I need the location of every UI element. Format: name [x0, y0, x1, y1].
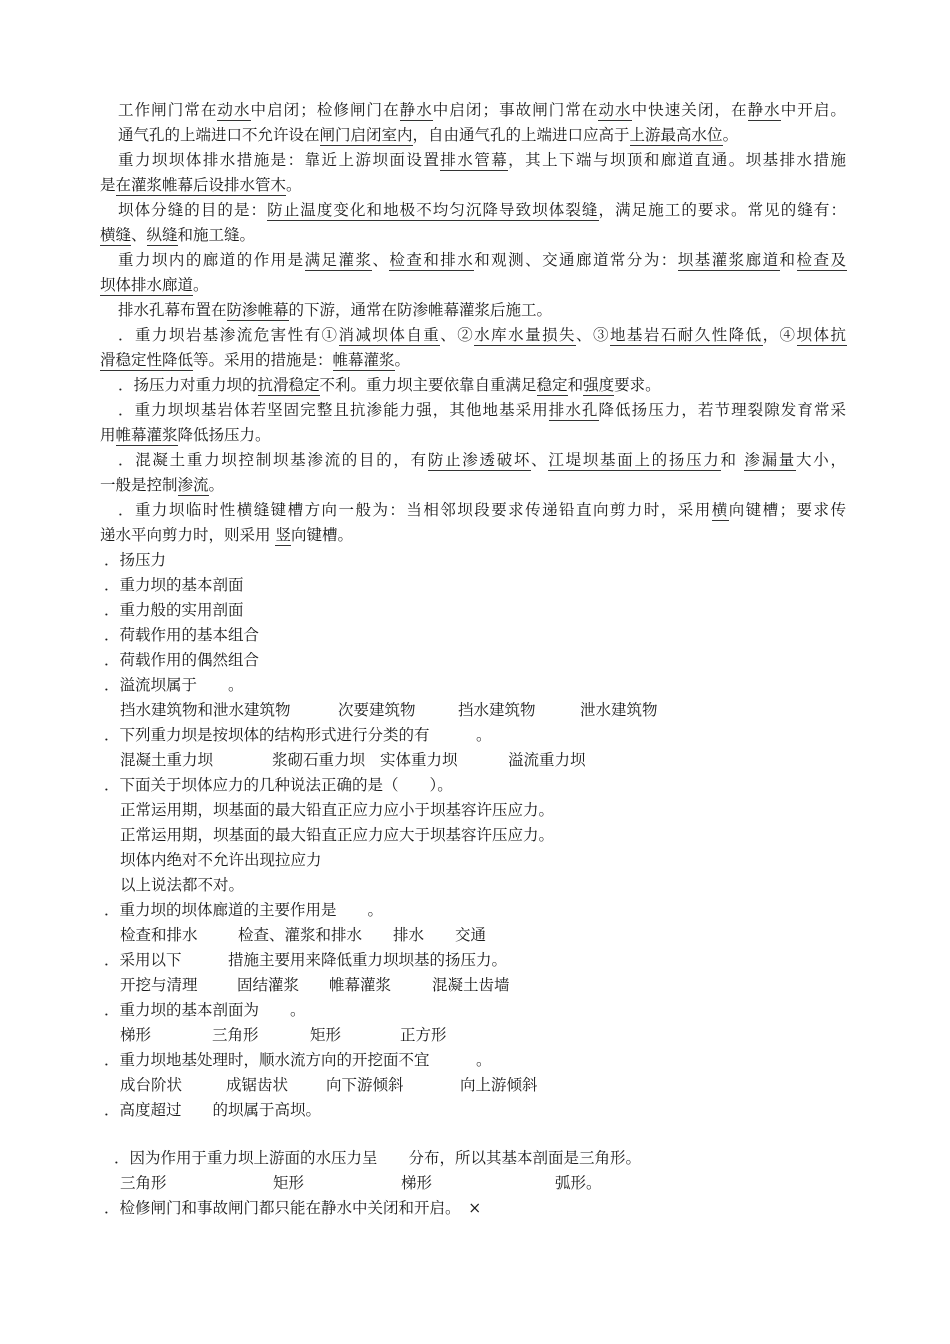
underlined-answer: 滑稳定性降低	[100, 351, 194, 369]
paragraph-line	[100, 525, 353, 545]
answer-option: 交通	[455, 926, 487, 944]
text-run: 和	[720, 451, 745, 469]
text-run: 和施工缝。	[177, 226, 256, 244]
paragraph-line	[100, 350, 410, 370]
answer-option: 检查、灌浆和排水	[238, 926, 363, 944]
text-run: 。	[394, 351, 411, 369]
question-stem: ．采用以下 措施主要用来降低重力坝坝基的扬压力。	[104, 951, 508, 969]
text-run: 坝体分缝的目的是：	[118, 201, 268, 219]
answer-option: 挡水建筑物和泄水建筑物	[120, 701, 291, 719]
text-run: ，其上下端与坝顶和廊道直通。坝基排水措施	[508, 151, 848, 169]
paragraph-line	[118, 450, 848, 470]
underlined-answer: 动水	[217, 101, 251, 119]
answer-option: 浆砌石重力坝	[272, 751, 366, 769]
underlined-answer: 排水孔	[548, 401, 599, 419]
text-run: 中启闭；事故闸门常在	[432, 101, 599, 119]
answer-option: 泄水建筑物	[580, 701, 658, 719]
text-run: ，满足施工的要求。常见的缝有：	[598, 201, 848, 219]
text-run: 用	[100, 426, 116, 444]
underlined-answer: 抗滑稳定	[257, 376, 320, 394]
text-run: 、	[531, 451, 549, 469]
text-run: 、	[372, 251, 390, 269]
question-stem: ．重力坝的坝体廊道的主要作用是 。	[104, 901, 384, 919]
paragraph-line	[100, 475, 224, 495]
answer-option: 正方形	[400, 1026, 447, 1044]
question-stem: ．溢流坝属于 。	[104, 676, 244, 694]
text-run: 一般是控制	[100, 476, 178, 494]
answer-option: 溢流重力坝	[508, 751, 586, 769]
text-run: 向键槽；要求传	[728, 501, 848, 519]
text-run: ．扬压力对重力坝的	[118, 376, 258, 394]
underlined-answer: 防止温度变化和地极不均匀沉降导致坝体裂缝	[267, 201, 599, 219]
text-run: 和	[567, 376, 584, 394]
text-run: ．重力坝岩基渗流危害性有①	[118, 326, 339, 344]
text-run: ．重力坝坝基岩体若坚固完整且抗渗能力强，其他地基采用	[118, 401, 549, 419]
answer-option: 矩形	[310, 1026, 342, 1044]
text-run: 和	[779, 251, 797, 269]
text-run: 递水平向剪力时，则采用	[100, 526, 276, 544]
underlined-answer: 闸门启闭室内	[319, 126, 413, 144]
text-run: 、③	[576, 326, 610, 344]
question-stem: ．高度超过 的坝属于高坝。	[104, 1101, 322, 1119]
term-item: ．重力般的实用剖面	[104, 601, 244, 619]
text-run: 降低扬压力，若节理裂隙发育常采	[598, 401, 848, 419]
statement-option: 正常运用期，坝基面的最大铅直正应力应大于坝基容许压应力。	[120, 826, 555, 844]
text-run: 中开启。	[780, 101, 847, 119]
underlined-answer: 坝体抗	[796, 326, 848, 344]
answer-option: 混凝土齿墙	[432, 976, 510, 994]
paragraph-line	[118, 325, 847, 345]
term-item: ．荷载作用的基本组合	[104, 626, 260, 644]
text-run: 大小，	[796, 451, 848, 469]
answer-option: 弧形。	[555, 1174, 602, 1192]
question-stem: ．重力坝的基本剖面为 。	[104, 1001, 306, 1019]
underlined-answer: 渗漏量	[744, 451, 797, 469]
answer-option: 排水	[393, 926, 425, 944]
answer-option: 混凝土重力坝	[120, 751, 214, 769]
paragraph-line	[118, 200, 847, 220]
answer-option: 矩形	[273, 1174, 305, 1192]
answer-option: 挡水建筑物	[458, 701, 536, 719]
text-run: 降低扬压力。	[177, 426, 271, 444]
underlined-answer: 水库水量损失	[474, 326, 576, 344]
answer-option: 检查和排水	[120, 926, 198, 944]
paragraph-line	[118, 400, 847, 420]
underlined-answer: 横	[711, 501, 729, 519]
underlined-answer: 检查和排水	[389, 251, 475, 269]
paragraph-line	[100, 175, 302, 195]
answer-option: 开挖与清理	[120, 976, 198, 994]
underlined-answer: 竖	[275, 526, 291, 544]
underlined-answer: 防渗帷幕	[226, 301, 289, 319]
underlined-answer: 上游最高水位	[629, 126, 723, 144]
underlined-answer: 横缝	[100, 226, 132, 244]
text-run: 的下游，通常在防渗帷幕灌浆后施工。	[288, 301, 553, 319]
question-stem: ．检修闸门和事故闸门都只能在静水中关闭和开启。 ×	[104, 1199, 482, 1217]
text-run: 中快速关闭，在	[631, 101, 748, 119]
question-stem: ．下面关于坝体应力的几种说法正确的是（ ）。	[104, 776, 453, 794]
paragraph-line	[100, 275, 209, 295]
text-run: ．重力坝临时性横缝键槽方向一般为：当相邻坝段要求传递铅直向剪力时，采用	[118, 501, 712, 519]
underlined-answer: 消减坝体自重	[338, 326, 441, 344]
paragraph-line	[118, 500, 847, 520]
answer-option: 梯形	[401, 1174, 433, 1192]
underlined-answer: 动水	[598, 101, 632, 119]
text-run: 重力坝坝体排水措施是：靠近上游坝面设置	[118, 151, 441, 169]
text-run: 排水孔幕布置在	[118, 301, 227, 319]
underlined-answer: 静水	[399, 101, 433, 119]
text-run: ，自由通气孔的上端进口应高于	[412, 126, 630, 144]
underlined-answer: 稳定	[536, 376, 568, 394]
paragraph-line	[118, 100, 847, 120]
text-run: 中启闭；检修闸门在	[250, 101, 400, 119]
answer-option: 梯形	[120, 1026, 152, 1044]
underlined-answer: 强度	[583, 376, 615, 394]
question-stem: ．因为作用于重力坝上游面的水压力呈 分布，所以其基本剖面是三角形。	[114, 1149, 642, 1167]
text-run: 。	[286, 176, 302, 194]
underlined-answer: 地基岩石耐久性降低	[609, 326, 763, 344]
statement-option: 正常运用期，坝基面的最大铅直正应力应小于坝基容许压应力。	[120, 801, 555, 819]
answer-option: 向上游倾斜	[460, 1076, 538, 1094]
text-run: 。	[208, 476, 225, 494]
text-run: 不利。重力坝主要依靠自重满足	[319, 376, 537, 394]
answer-option: 成锯齿状	[226, 1076, 289, 1094]
text-run: 向键槽。	[290, 526, 353, 544]
text-run: 。	[722, 126, 739, 144]
answer-option: 三角形	[212, 1026, 259, 1044]
question-stem: ．下列重力坝是按坝体的结构形式进行分类的有 。	[104, 726, 492, 744]
statement-option: 坝体内绝对不允许出现拉应力	[120, 851, 322, 869]
paragraph-line	[118, 300, 552, 320]
question-stem: ．重力坝地基处理时，顺水流方向的开挖面不宜 。	[104, 1051, 492, 1069]
paragraph-line	[100, 425, 271, 445]
text-run: 工作闸门常在	[118, 101, 218, 119]
underlined-answer: 检查及	[796, 251, 848, 269]
paragraph-line	[118, 125, 738, 145]
paragraph-line	[118, 375, 661, 395]
answer-option: 三角形	[120, 1174, 167, 1192]
underlined-answer: 在灌浆帷幕后设排水管木	[115, 176, 287, 194]
underlined-answer: 静水	[747, 101, 781, 119]
text-run: 通气孔的上端进口不允许设在	[118, 126, 320, 144]
text-run: 和观测、交通廊道常分为：	[474, 251, 678, 269]
text-run: 是	[100, 176, 116, 194]
term-item: ．重力坝的基本剖面	[104, 576, 244, 594]
answer-option: 帷幕灌浆	[329, 976, 392, 994]
underlined-answer: 帷幕灌浆	[115, 426, 178, 444]
underlined-answer: 渗流	[177, 476, 209, 494]
text-run: 。	[193, 276, 209, 294]
paragraph-line	[118, 150, 847, 170]
text-run: 、②	[440, 326, 475, 344]
underlined-answer: 帷幕灌浆	[332, 351, 395, 369]
answer-option: 向下游倾斜	[326, 1076, 404, 1094]
text-run: 重力坝内的廊道的作用是	[118, 251, 305, 269]
text-run: 、	[131, 226, 147, 244]
underlined-answer: 坝基灌浆廊道	[677, 251, 780, 269]
answer-option: 固结灌浆	[237, 976, 300, 994]
underlined-answer: 坝体排水廊道	[100, 276, 194, 294]
text-run: 要求。	[614, 376, 661, 394]
term-item: ．扬压力	[104, 551, 167, 569]
text-run: ．混凝土重力坝控制坝基渗流的目的，有	[118, 451, 428, 469]
answer-option: 成台阶状	[120, 1076, 183, 1094]
underlined-answer: 江堤坝基面上的扬压力	[548, 451, 721, 469]
paragraph-line	[100, 225, 255, 245]
paragraph-line	[118, 250, 847, 270]
underlined-answer: 排水管幕	[440, 151, 509, 169]
text-run: ，④	[762, 326, 797, 344]
underlined-answer: 满足灌浆	[304, 251, 373, 269]
underlined-answer: 防止渗透破坏	[427, 451, 532, 469]
text-run: 等。采用的措施是：	[193, 351, 333, 369]
answer-option: 实体重力坝	[380, 751, 458, 769]
answer-option: 次要建筑物	[338, 701, 416, 719]
statement-option: 以上说法都不对。	[120, 876, 245, 894]
term-item: ．荷载作用的偶然组合	[104, 651, 260, 669]
underlined-answer: 纵缝	[146, 226, 178, 244]
